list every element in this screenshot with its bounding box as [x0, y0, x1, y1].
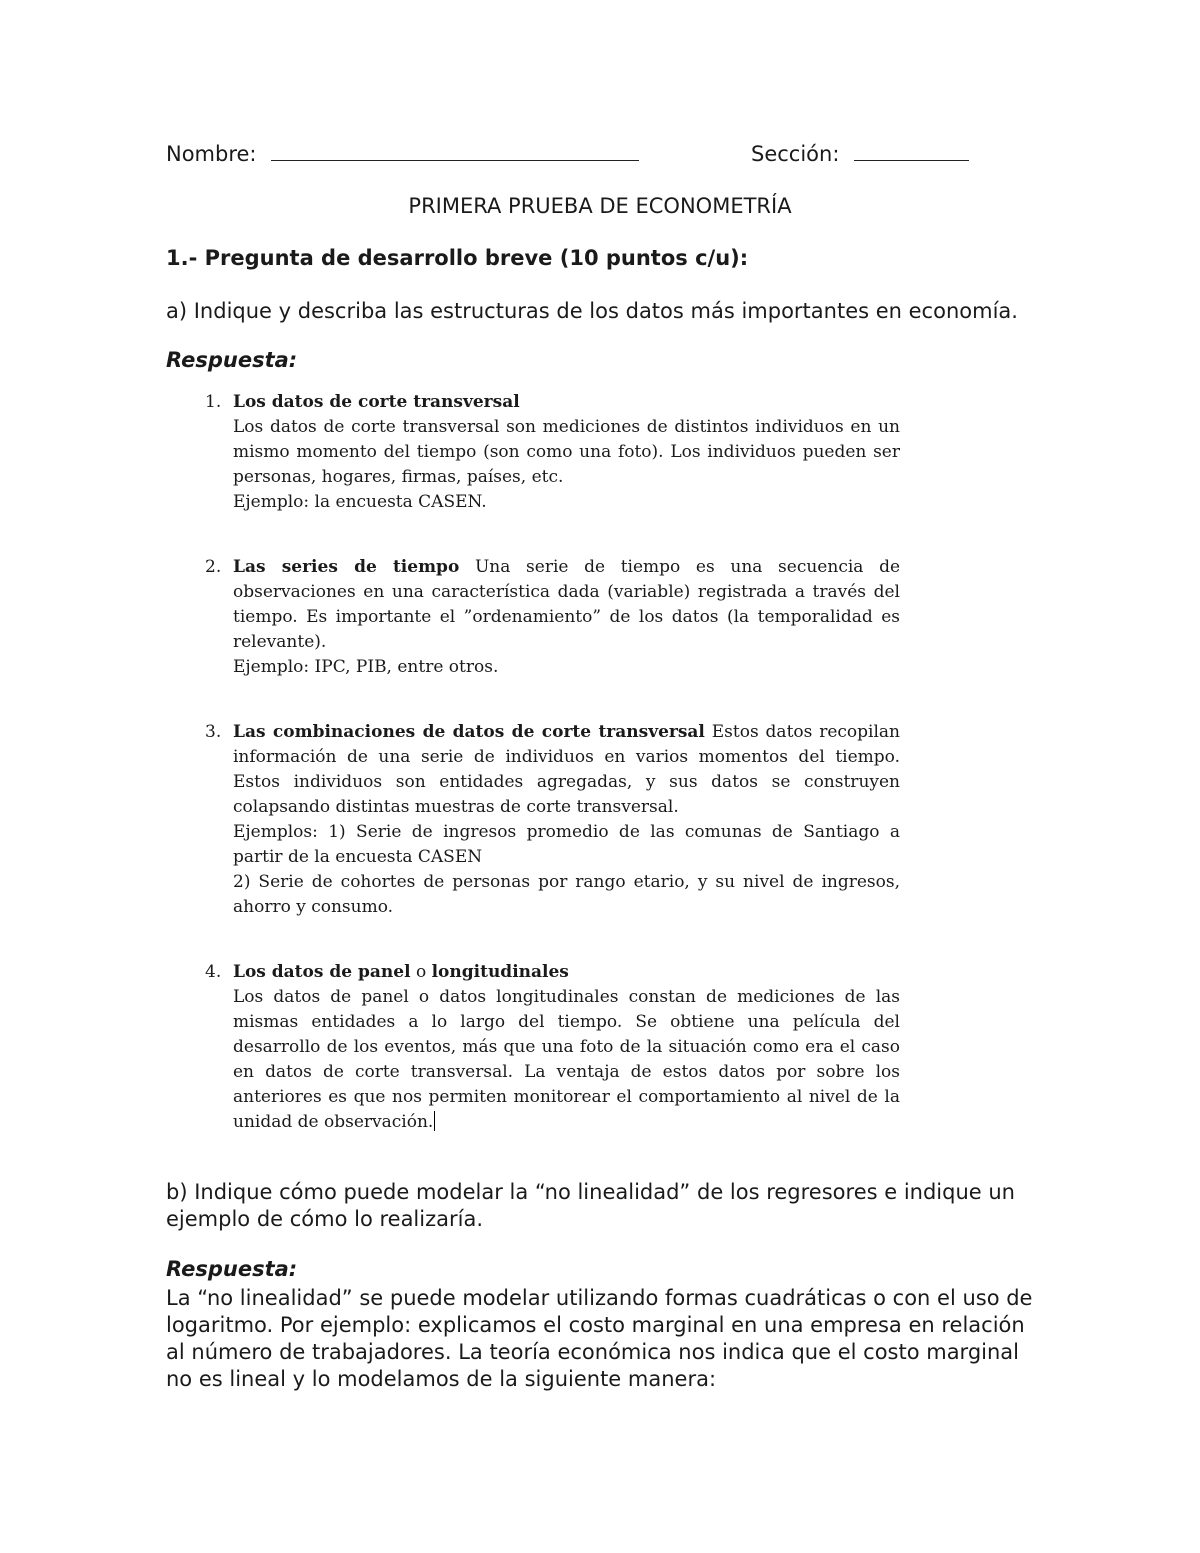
item-number: 3.: [205, 722, 222, 742]
part-b-prompt: b) Indique cómo puede modelar la “no linealidad” de los regresores e indique un ejemplo de cómo lo realizaría.: [166, 1180, 1015, 1231]
item-example: Ejemplo: la encuesta CASEN.: [233, 492, 487, 512]
part-a-prompt: a) Indique y describa las estructuras de los datos más importantes en economía.: [166, 299, 1018, 323]
name-field: [166, 142, 639, 166]
answer-text-b: La “no linealidad” se puede modelar utilizando formas cuadráticas o con el uso de logaritmo. Por ejemplo: explicamos el costo marginal en una empresa en relación al número de trabajadores. La teoría económica nos indica que el costo marginal no es lineal y lo modelamos de la siguiente manera:: [166, 1286, 1033, 1391]
item-example: Ejemplo: IPC, PIB, entre otros.: [233, 657, 499, 677]
item-number: 1.: [205, 392, 222, 412]
name-blank-line: [271, 160, 639, 161]
item-title: Las combinaciones de datos de corte transversal: [233, 722, 705, 742]
list-item: [205, 390, 900, 515]
section-blank-line: [854, 160, 969, 161]
item-title: Las series de tiempo: [233, 557, 460, 577]
item-title-connector: o: [415, 962, 427, 982]
list-item: [205, 720, 900, 920]
item-number: 2.: [205, 557, 222, 577]
item-title-rest: longitudinales: [431, 962, 569, 982]
answer-label-a: Respuesta:: [166, 348, 298, 372]
item-title: Los datos de corte transversal: [233, 392, 520, 412]
name-label: Nombre:: [166, 142, 257, 166]
list-item: [205, 555, 900, 680]
item-title: Los datos de panel: [233, 962, 411, 982]
text-cursor: [434, 1111, 435, 1131]
list-item: [205, 960, 900, 1135]
item-text: Los datos de panel o datos longitudinales constan de mediciones de las mismas entidades a lo largo del tiempo. Se obtiene una película del desarrollo de los eventos, más que una foto de la situación como era el caso en datos de corte transversal. La ventaja de estos datos por sobre los anteriores es que nos permiten monitorear el comportamiento al nivel de la unidad de observación.: [233, 987, 900, 1132]
item-example: Ejemplos: 1) Serie de ingresos promedio de las comunas de Santiago a partir de la encuesta CASEN: [233, 822, 900, 867]
item-text: Una serie de tiempo es una secuencia de observaciones en una característica dada (variable) registrada a través del tiempo. Es importante el ”ordenamiento” de los datos (la temporalidad es relevante).: [233, 557, 901, 652]
section-label: Sección:: [751, 142, 840, 166]
section-field: [751, 142, 969, 166]
exam-title: PRIMERA PRUEBA DE ECONOMETRÍA: [408, 194, 792, 218]
item-text: Estos datos recopilan información de una serie de individuos en varios momentos del tiempo. Estos individuos son entidades agregadas, y sus datos se construyen colapsando distintas muestras de corte transversal.: [233, 722, 900, 817]
item-text: Los datos de corte transversal son mediciones de distintos individuos en un mismo momento del tiempo (son como una foto). Los individuos pueden ser personas, hogares, firmas, países, etc.: [233, 417, 900, 487]
item-number: 4.: [205, 962, 222, 982]
item-example: 2) Serie de cohortes de personas por rango etario, y su nivel de ingresos, ahorro y consumo.: [233, 872, 900, 917]
question-heading: 1.- Pregunta de desarrollo breve (10 puntos c/u):: [166, 246, 749, 270]
answer-label-b: Respuesta:: [166, 1257, 298, 1281]
